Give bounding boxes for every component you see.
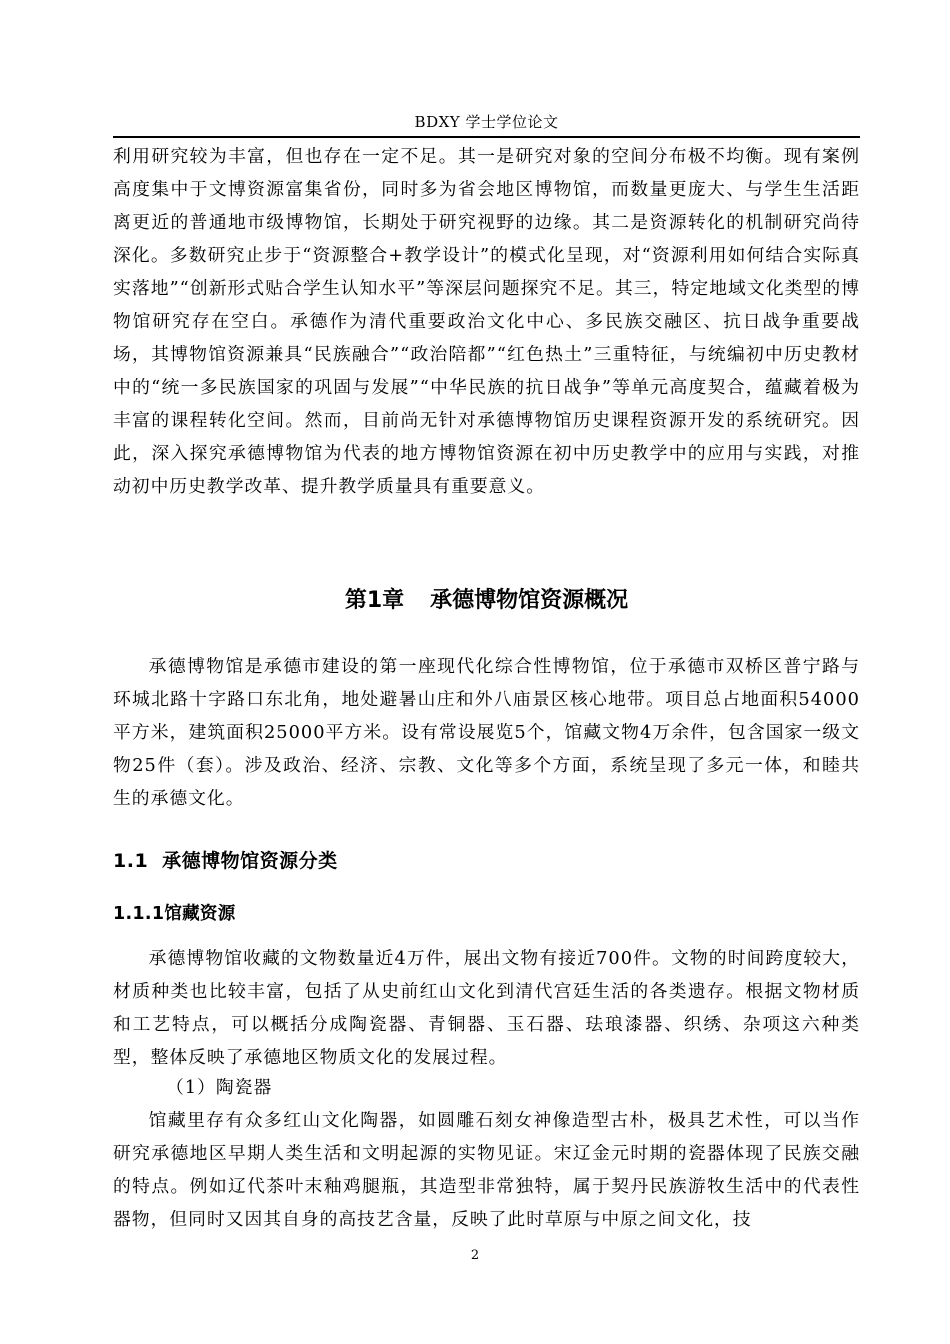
- page-number: 2: [470, 1248, 480, 1263]
- subsection-heading: 1.1.1馆藏资源: [113, 904, 236, 924]
- paragraph-intro-continuation: 利用研究较为丰富，但也存在一定不足。其一是研究对象的空间分布极不均衡。现有案例高度集中于文博资源富集省份，同时多为省会地区博物馆，而数量更庞大、与学生生活距离更近的普通地市级博物馆，长期处于研究视野的边缘。其二是资源转化的机制研究尚待深化。多数研究止步于“资源整合+教学设计”的模式化呈现，对“资源利用如何结合实际真实落地”“创新形式贴合学生认知水平”等深层问题探究不足。其三，特定地域文化类型的博物馆研究存在空白。承德作为清代重要政治文化中心、多民族交融区、抗日战争重要战场，其博物馆资源兼具“民族融合”“政治陪都”“红色热土”三重特征，与统编初中历史教材中的“统一多民族国家的巩固与发展”“中华民族的抗日战争”等单元高度契合，蕴藏着极为丰富的课程转化空间。然而，目前尚无针对承德博物馆历史课程资源开发的系统研究。因此，深入探究承德博物馆为代表的地方博物馆资源在初中历史教学中的应用与实践，对推动初中历史教学改革、提升教学质量具有重要意义。: [113, 146, 860, 497]
- chapter-title: 承德博物馆资源概况: [430, 588, 629, 613]
- paragraph-chapter-intro: 承德博物馆是承德市建设的第一座现代化综合性博物馆，位于承德市双桥区普宁路与环城北路十字路口东北角，地处避暑山庄和外八庙景区核心地带。项目总占地面积54000平方米，建筑面积25000平方米。设有常设展览5个，馆藏文物4万余件，包含国家一级文物25件（套）。涉及政治、经济、宗教、文化等多个方面，系统呈现了多元一体，和睦共生的承德文化。: [113, 656, 860, 809]
- section-heading: [113, 846, 338, 876]
- section-number: 1.1: [113, 850, 149, 872]
- header-rule: [113, 136, 860, 138]
- running-header: BDXY 学士学位论文: [414, 113, 559, 131]
- list-item-ceramics: （1）陶瓷器: [166, 1077, 273, 1098]
- section-title: 承德博物馆资源分类: [162, 850, 338, 872]
- chapter-heading: [113, 585, 860, 617]
- paragraph-collection-intro: 承德博物馆收藏的文物数量近4万件，展出文物有接近700件。文物的时间跨度较大，材质种类也比较丰富，包括了从史前红山文化到清代宫廷生活的各类遗存。根据文物材质和工艺特点，可以概括分成陶瓷器、青铜器、玉石器、珐琅漆器、织绣、杂项这六种类型，整体反映了承德地区物质文化的发展过程。: [113, 948, 860, 1068]
- chapter-number: 第1章: [344, 588, 405, 613]
- paragraph-ceramics: 馆藏里存有众多红山文化陶器，如圆雕石刻女神像造型古朴，极具艺术性，可以当作研究承德地区早期人类生活和文明起源的实物见证。宋辽金元时期的瓷器体现了民族交融的特点。例如辽代茶叶末釉鸡腿瓶，其造型非常独特，属于契丹民族游牧生活中的代表性器物，但同时又因其自身的高技艺含量，反映了此时草原与中原之间文化，技: [113, 1110, 860, 1230]
